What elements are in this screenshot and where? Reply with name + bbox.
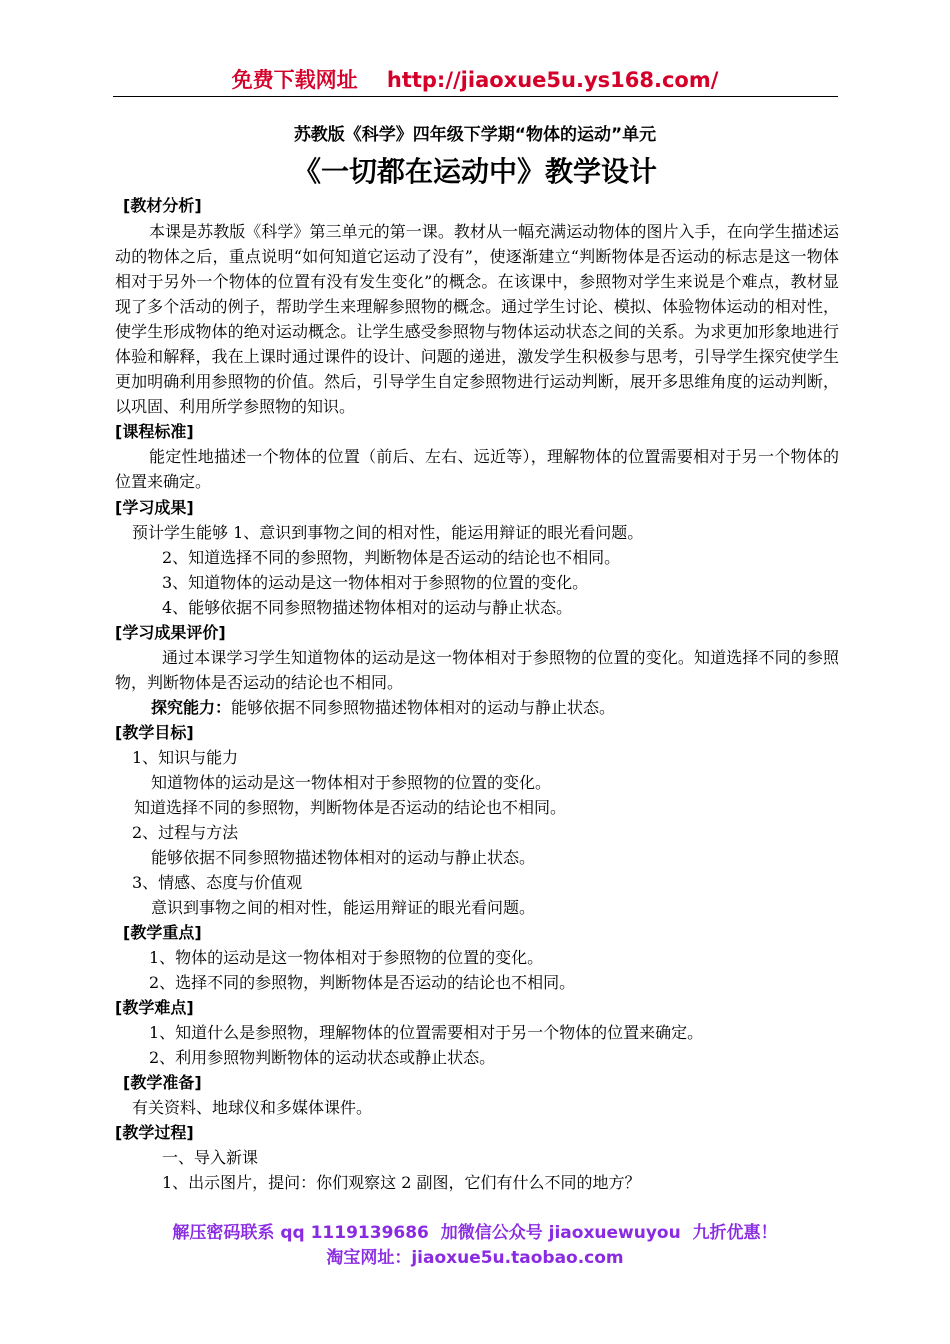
difficulty-line: 2、利用参照物判断物体的运动状态或静止状态。 [149, 1048, 496, 1067]
document-body [115, 193, 839, 1195]
goal-line: 3、情感、态度与价值观 [132, 873, 303, 892]
process-line: 1、出示图片，提问：你们观察这 2 副图，它们有什么不同的地方？ [162, 1173, 641, 1192]
inquiry-ability-label: 探究能力： [151, 698, 232, 717]
prep-line: 有关资料、地球仪和多媒体课件。 [132, 1098, 373, 1117]
outcome-line: 3、知道物体的运动是这一物体相对于参照物的位置的变化。 [162, 573, 589, 592]
goal-line: 意识到事物之间的相对性，能运用辩证的眼光看问题。 [151, 898, 536, 917]
inquiry-ability-line [115, 695, 839, 720]
section-heading-outcome: [学习成果] [115, 498, 194, 517]
material-paragraph: 本课是苏教版《科学》第三单元的第一课。教材从一幅充满运动物体的图片入手，在向学生描述运动的物体之后，重点说明“如何知道它运动了没有”，使逐渐建立“判断物体是否运动的标志是这一物体相对于另外一个物体的位置有没有发生变化”的概念。在该课中，参照物对学生来说是个难点，教材显现了多个活动的例子，帮助学生来理解参照物的概念。通过学生讨论、模拟、体验物体运动的相对性，使学生形成物体的绝对运动概念。让学生感受参照物与物体运动状态之间的关系。为求更加形象地进行体验和解释，我在上课时通过课件的设计、问题的递进，激发学生积极参与思考，引导学生探究使学生更加明确利用参照物的价值。然后，引导学生自定参照物进行运动判断，展开多思维角度的运动判断，以巩固、利用所学参照物的知识。 [115, 222, 839, 416]
document-subtitle: 苏教版《科学》四年级下学期“物体的运动”单元 [293, 125, 657, 145]
evaluation-paragraph: 通过本课学习学生知道物体的运动是这一物体相对于参照物的位置的变化。知道选择不同的参照物，判断物体是否运动的结论也不相同。 [115, 648, 839, 692]
goal-line: 知道选择不同的参照物，判断物体是否运动的结论也不相同。 [134, 798, 567, 817]
goal-line: 1、知识与能力 [132, 748, 239, 767]
header-site-url[interactable]: http://jiaoxue5u.ys168.com/ [386, 68, 719, 92]
outcome-line: 4、能够依据不同参照物描述物体相对的运动与静止状态。 [162, 598, 573, 617]
footer-shop-line[interactable]: 淘宝网址：jiaoxue5u.taobao.com [326, 1248, 624, 1268]
section-heading-difficulty: [教学难点] [115, 998, 194, 1017]
difficulty-line: 1、知道什么是参照物，理解物体的位置需要相对于另一个物体的位置来确定。 [149, 1023, 704, 1042]
key-point-line: 1、物体的运动是这一物体相对于参照物的位置的变化。 [149, 948, 544, 967]
section-heading-standard: [课程标准] [115, 422, 194, 441]
key-point-line: 2、选择不同的参照物，判断物体是否运动的结论也不相同。 [149, 973, 576, 992]
goal-line: 知道物体的运动是这一物体相对于参照物的位置的变化。 [151, 773, 552, 792]
section-heading-process: [教学过程] [115, 1123, 194, 1142]
document-title: 《一切都在运动中》教学设计 [292, 155, 657, 188]
header-divider [113, 96, 838, 97]
section-heading-material: [教材分析] [123, 196, 202, 215]
standard-paragraph: 能定性地描述一个物体的位置（前后、左右、远近等），理解物体的位置需要相对于另一个物体的位置来确定。 [115, 447, 839, 491]
header-site-label: 免费下载网址 [231, 68, 358, 92]
outcome-line: 预计学生能够 1、意识到事物之间的相对性，能运用辩证的眼光看问题。 [132, 523, 644, 542]
goal-line: 2、过程与方法 [132, 823, 239, 842]
footer-contact-line: 解压密码联系 qq 1119139686 加微信公众号 jiaoxuewuyou 九折优惠！ [172, 1223, 778, 1243]
section-heading-prep: [教学准备] [123, 1073, 202, 1092]
outcome-line: 2、知道选择不同的参照物，判断物体是否运动的结论也不相同。 [162, 548, 621, 567]
inquiry-ability-text: 能够依据不同参照物描述物体相对的运动与静止状态。 [231, 698, 616, 717]
section-heading-goals: [教学目标] [115, 723, 194, 742]
section-heading-key: [教学重点] [123, 923, 202, 942]
header-link-line [0, 64, 950, 94]
section-heading-evaluation: [学习成果评价] [115, 623, 226, 642]
goal-line: 能够依据不同参照物描述物体相对的运动与静止状态。 [151, 848, 536, 867]
process-line: 一、导入新课 [162, 1148, 259, 1167]
